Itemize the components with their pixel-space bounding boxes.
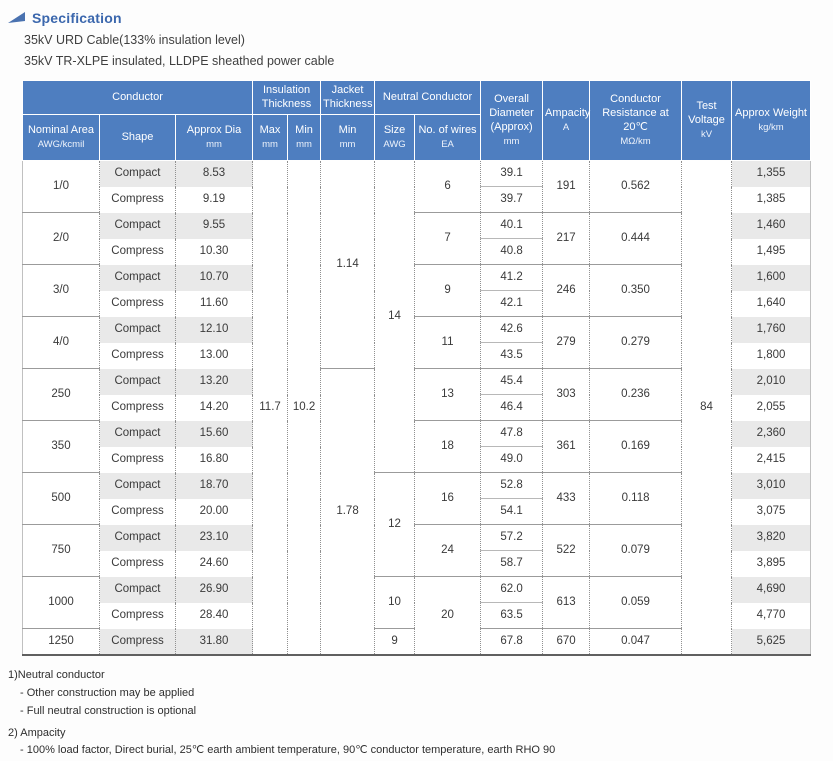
header-nominal-area: Nominal Area AWG/kcmil — [23, 115, 100, 161]
cell-resistance: 0.079 — [590, 525, 682, 577]
cell-nominal-area: 500 — [23, 473, 100, 525]
cell-approx-dia: 16.80 — [176, 447, 253, 473]
cell-no-of-wires: 13 — [415, 369, 481, 421]
cell-overall-diameter: 63.5 — [481, 603, 543, 629]
footnote-neutral-conductor: 1)Neutral conductor — [8, 669, 105, 681]
cell-approx-dia: 8.53 — [176, 161, 253, 187]
header-approx-dia: Approx Dia mm — [176, 115, 253, 161]
page-title: Specification — [32, 10, 122, 26]
cell-approx-dia: 10.30 — [176, 239, 253, 265]
cell-no-of-wires: 9 — [415, 265, 481, 317]
footnotes — [8, 668, 555, 761]
cell-weight: 1,385 — [732, 187, 811, 213]
cell-shape: Compress — [100, 603, 176, 629]
cell-shape: Compress — [100, 343, 176, 369]
cell-overall-diameter: 40.8 — [481, 239, 543, 265]
footnote-other-construction: - Other construction may be applied — [20, 686, 195, 699]
cell-weight: 2,415 — [732, 447, 811, 473]
cell-resistance: 0.047 — [590, 629, 682, 656]
cell-weight: 1,760 — [732, 317, 811, 343]
cell-overall-diameter: 49.0 — [481, 447, 543, 473]
cell-resistance: 0.279 — [590, 317, 682, 369]
cell-shape: Compress — [100, 395, 176, 421]
cell-overall-diameter: 39.1 — [481, 161, 543, 187]
cell-weight: 2,010 — [732, 369, 811, 395]
cell-weight: 1,355 — [732, 161, 811, 187]
header-insulation-max: Max mm — [253, 115, 288, 161]
table-row — [23, 161, 811, 187]
cell-insulation-min: 10.2 — [288, 161, 321, 656]
header-group-jacket-thickness: Jacket Thickness — [321, 81, 375, 115]
cell-jacket-min: 1.14 — [321, 161, 375, 369]
cell-insulation-max: 11.7 — [253, 161, 288, 656]
cell-ampacity: 613 — [543, 577, 590, 629]
cell-approx-dia: 13.20 — [176, 369, 253, 395]
cell-ampacity: 217 — [543, 213, 590, 265]
cell-weight: 3,820 — [732, 525, 811, 551]
cell-jacket-min: 1.78 — [321, 369, 375, 656]
cell-weight: 3,895 — [732, 551, 811, 577]
cell-approx-dia: 9.55 — [176, 213, 253, 239]
cell-weight: 2,055 — [732, 395, 811, 421]
subtitle-line-1: 35kV URD Cable(133% insulation level) — [24, 33, 245, 47]
header-group-insulation-thickness: Insulation Thickness — [253, 81, 321, 115]
cell-ampacity: 433 — [543, 473, 590, 525]
cell-ampacity: 303 — [543, 369, 590, 421]
cell-ampacity: 279 — [543, 317, 590, 369]
footnote-full-neutral: - Full neutral construction is optional — [20, 704, 197, 717]
cell-no-of-wires: 7 — [415, 213, 481, 265]
cell-overall-diameter: 46.4 — [481, 395, 543, 421]
subtitle-line-2: 35kV TR-XLPE insulated, LLDPE sheathed power cable — [24, 54, 335, 68]
header-no-of-wires: No. of wires EA — [415, 115, 481, 161]
cell-ampacity: 246 — [543, 265, 590, 317]
cell-overall-diameter: 43.5 — [481, 343, 543, 369]
cell-overall-diameter: 41.2 — [481, 265, 543, 291]
cell-shape: Compact — [100, 317, 176, 343]
cell-resistance: 0.350 — [590, 265, 682, 317]
header-approx-weight: Approx Weight kg/km — [732, 81, 811, 161]
cell-overall-diameter: 67.8 — [481, 629, 543, 656]
cell-shape: Compact — [100, 577, 176, 603]
cell-size-awg: 9 — [375, 629, 415, 656]
cell-overall-diameter: 40.1 — [481, 213, 543, 239]
header-conductor-resistance: Conductor Resistance at 20℃ MΩ/km — [590, 81, 682, 161]
cell-nominal-area: 4/0 — [23, 317, 100, 369]
header-test-voltage: Test Voltage kV — [682, 81, 732, 161]
cell-test-voltage: 84 — [682, 161, 732, 656]
cell-ampacity: 361 — [543, 421, 590, 473]
cell-overall-diameter: 42.1 — [481, 291, 543, 317]
cell-shape: Compress — [100, 447, 176, 473]
cell-overall-diameter: 54.1 — [481, 499, 543, 525]
cell-shape: Compress — [100, 187, 176, 213]
footnote-ampacity: 2) Ampacity — [8, 726, 66, 739]
cell-nominal-area: 1000 — [23, 577, 100, 629]
cell-shape: Compress — [100, 239, 176, 265]
specification-table — [22, 80, 811, 656]
cell-weight: 4,690 — [732, 577, 811, 603]
cell-weight: 1,800 — [732, 343, 811, 369]
cell-nominal-area: 1250 — [23, 629, 100, 656]
cell-no-of-wires: 24 — [415, 525, 481, 577]
cell-no-of-wires: 11 — [415, 317, 481, 369]
cell-approx-dia: 26.90 — [176, 577, 253, 603]
cell-approx-dia: 28.40 — [176, 603, 253, 629]
cell-weight: 4,770 — [732, 603, 811, 629]
cell-shape: Compact — [100, 369, 176, 395]
cell-approx-dia: 24.60 — [176, 551, 253, 577]
cell-nominal-area: 1/0 — [23, 161, 100, 213]
cell-nominal-area: 2/0 — [23, 213, 100, 265]
cell-approx-dia: 15.60 — [176, 421, 253, 447]
cell-nominal-area: 3/0 — [23, 265, 100, 317]
cell-resistance: 0.562 — [590, 161, 682, 213]
cell-nominal-area: 350 — [23, 421, 100, 473]
cell-no-of-wires: 18 — [415, 421, 481, 473]
header-size-awg: Size AWG — [375, 115, 415, 161]
cell-weight: 1,460 — [732, 213, 811, 239]
cell-shape: Compress — [100, 499, 176, 525]
cell-approx-dia: 31.80 — [176, 629, 253, 656]
cell-approx-dia: 23.10 — [176, 525, 253, 551]
cell-weight: 1,640 — [732, 291, 811, 317]
cell-shape: Compact — [100, 473, 176, 499]
cell-ampacity: 522 — [543, 525, 590, 577]
cell-resistance: 0.236 — [590, 369, 682, 421]
header-group-conductor: Conductor — [23, 81, 253, 115]
cell-no-of-wires: 20 — [415, 577, 481, 656]
footnote-load-factor: - 100% load factor, Direct burial, 25℃ earth ambient temperature, 90℃ conductor temperature, earth RHO 90 — [20, 744, 556, 757]
cell-resistance: 0.444 — [590, 213, 682, 265]
cell-resistance: 0.059 — [590, 577, 682, 629]
cell-size-awg: 12 — [375, 473, 415, 577]
cell-weight: 2,360 — [732, 421, 811, 447]
header-ampacity: Ampacity A — [543, 81, 590, 161]
cell-overall-diameter: 47.8 — [481, 421, 543, 447]
cell-approx-dia: 11.60 — [176, 291, 253, 317]
cell-no-of-wires: 16 — [415, 473, 481, 525]
header-jacket-min: Min mm — [321, 115, 375, 161]
cell-shape: Compress — [100, 551, 176, 577]
cell-size-awg: 14 — [375, 161, 415, 473]
cell-resistance: 0.118 — [590, 473, 682, 525]
cell-shape: Compact — [100, 161, 176, 187]
cell-approx-dia: 20.00 — [176, 499, 253, 525]
cell-approx-dia: 10.70 — [176, 265, 253, 291]
cell-shape: Compact — [100, 525, 176, 551]
section-header — [8, 10, 833, 26]
cell-overall-diameter: 45.4 — [481, 369, 543, 395]
cell-ampacity: 191 — [543, 161, 590, 213]
cell-overall-diameter: 58.7 — [481, 551, 543, 577]
cell-approx-dia: 14.20 — [176, 395, 253, 421]
cell-overall-diameter: 57.2 — [481, 525, 543, 551]
cell-resistance: 0.169 — [590, 421, 682, 473]
cell-shape: Compress — [100, 629, 176, 656]
header-overall-diameter: Overall Diameter (Approx) mm — [481, 81, 543, 161]
cell-shape: Compress — [100, 291, 176, 317]
cell-overall-diameter: 39.7 — [481, 187, 543, 213]
header-shape: Shape — [100, 115, 176, 161]
cell-no-of-wires: 6 — [415, 161, 481, 213]
cell-ampacity: 670 — [543, 629, 590, 656]
cell-size-awg: 10 — [375, 577, 415, 629]
cell-weight: 1,600 — [732, 265, 811, 291]
cell-shape: Compact — [100, 265, 176, 291]
cell-nominal-area: 750 — [23, 525, 100, 577]
cell-overall-diameter: 52.8 — [481, 473, 543, 499]
cell-weight: 1,495 — [732, 239, 811, 265]
cell-overall-diameter: 62.0 — [481, 577, 543, 603]
cell-approx-dia: 13.00 — [176, 343, 253, 369]
header-group-neutral-conductor: Neutral Conductor — [375, 81, 481, 115]
cell-approx-dia: 18.70 — [176, 473, 253, 499]
section-marker-icon — [8, 12, 25, 24]
cell-nominal-area: 250 — [23, 369, 100, 421]
cell-weight: 5,625 — [732, 629, 811, 656]
cell-shape: Compact — [100, 421, 176, 447]
cell-approx-dia: 9.19 — [176, 187, 253, 213]
cell-weight: 3,010 — [732, 473, 811, 499]
cell-approx-dia: 12.10 — [176, 317, 253, 343]
cell-weight: 3,075 — [732, 499, 811, 525]
cell-shape: Compact — [100, 213, 176, 239]
cell-overall-diameter: 42.6 — [481, 317, 543, 343]
header-insulation-min: Min mm — [288, 115, 321, 161]
